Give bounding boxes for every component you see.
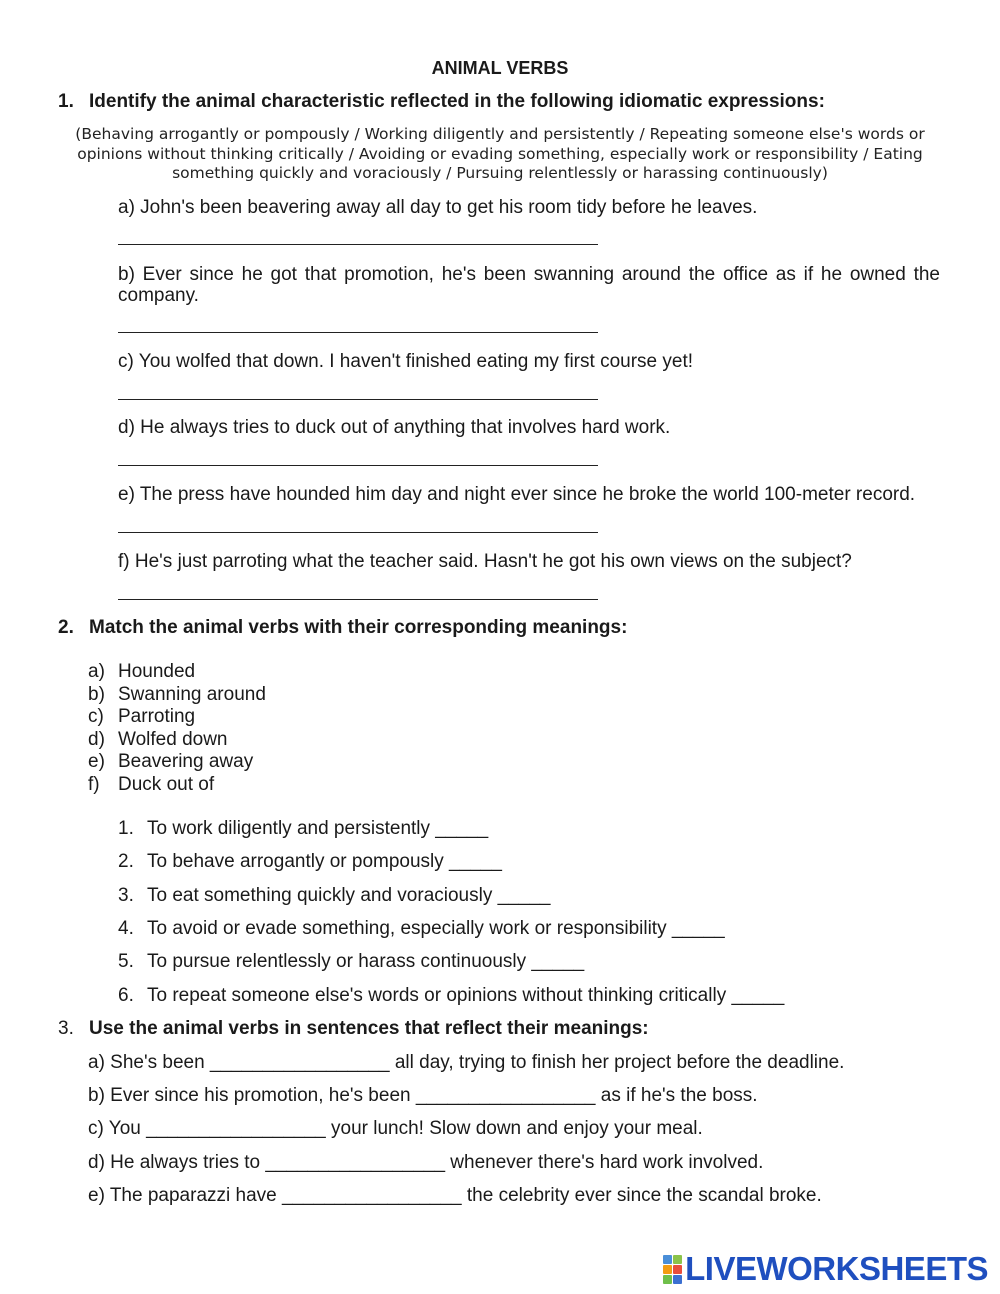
meaning-number: 2. (118, 851, 134, 872)
exercise-1-item: b) Ever since he got that promotion, he's been swanning around the office as if he owned the company. (118, 264, 940, 306)
section-1-heading (58, 91, 825, 113)
section-3-number: 3. (58, 1018, 74, 1039)
verb-letter: b) (88, 683, 105, 705)
answer-line[interactable] (118, 532, 598, 533)
verb-text: Hounded (118, 661, 196, 682)
meaning-text: To avoid or evade something, especially work or responsibility _____ (147, 918, 725, 939)
meaning-text: To eat something quickly and voraciously _____ (147, 885, 551, 906)
section-1-number: 1. (58, 91, 74, 112)
fill-in-sentence[interactable]: d) He always tries to _________________ whenever there's hard work involved. (88, 1152, 764, 1173)
verb-list (88, 661, 266, 796)
exercise-1-item: f) He's just parroting what the teacher said. Hasn't he got his own views on the subject? (118, 551, 852, 572)
meaning-item[interactable] (118, 885, 550, 907)
verb-letter: c) (88, 706, 104, 727)
verb-list-item (88, 706, 266, 729)
verb-list-item (88, 684, 266, 707)
section-2-number: 2. (58, 617, 74, 638)
section-1-heading-text: Identify the animal characteristic reflected in the following idiomatic expressions: (89, 91, 825, 112)
verb-text: Beavering away (118, 751, 254, 772)
verb-letter: d) (88, 728, 105, 750)
logo-square (663, 1275, 672, 1284)
answer-options: (Behaving arrogantly or pompously / Working diligently and persistently / Repeating someone else's words or opinions without thinking critically / Avoiding or evading something, especially work or responsibility / Eating something quickly and voraciously / Pursuing relentlessly or harassing continuously) (75, 125, 925, 182)
fill-in-sentence[interactable]: e) The paparazzi have _________________ the celebrity ever since the scandal broke. (88, 1185, 822, 1206)
meaning-item[interactable] (118, 818, 488, 840)
answer-line[interactable] (118, 599, 598, 600)
verb-list-item (88, 751, 266, 774)
verb-letter: e) (88, 751, 105, 772)
exercise-1-item: c) You wolfed that down. I haven't finished eating my first course yet! (118, 351, 694, 372)
logo-square (673, 1265, 682, 1274)
fill-in-sentence[interactable]: b) Ever since his promotion, he's been _________________ as if he's the boss. (88, 1085, 758, 1106)
meaning-number: 6. (118, 985, 134, 1006)
fill-in-sentence[interactable]: c) You _________________ your lunch! Slow down and enjoy your meal. (88, 1118, 703, 1139)
liveworksheets-logo[interactable] (663, 1252, 988, 1286)
verb-list-item (88, 774, 266, 797)
logo-square (663, 1255, 672, 1264)
exercise-1-item: d) He always tries to duck out of anything that involves hard work. (118, 417, 671, 438)
logo-squares-icon (663, 1255, 682, 1284)
exercise-1-item: a) John's been beavering away all day to get his room tidy before he leaves. (118, 197, 758, 218)
section-2-heading (58, 617, 627, 639)
logo-text: LIVEWORKSHEETS (685, 1250, 988, 1287)
meaning-number: 5. (118, 951, 134, 972)
meaning-text: To behave arrogantly or pompously _____ (147, 851, 502, 872)
meaning-item[interactable] (118, 918, 725, 940)
verb-text: Wolfed down (118, 728, 228, 750)
section-3-heading (58, 1018, 649, 1040)
answer-line[interactable] (118, 244, 598, 245)
answer-line[interactable] (118, 465, 598, 466)
fill-in-sentence[interactable]: a) She's been _________________ all day, trying to finish her project before the deadline. (88, 1052, 845, 1073)
section-3-heading-text: Use the animal verbs in sentences that reflect their meanings: (89, 1018, 649, 1039)
logo-square (673, 1255, 682, 1264)
meaning-item[interactable] (118, 851, 502, 873)
meaning-item[interactable] (118, 951, 584, 973)
answer-line[interactable] (118, 399, 598, 400)
meaning-text: To pursue relentlessly or harass continuously _____ (147, 951, 585, 972)
exercise-1-item: e) The press have hounded him day and night ever since he broke the world 100-meter record. (118, 484, 916, 505)
meaning-number: 1. (118, 818, 134, 839)
meaning-item[interactable] (118, 985, 784, 1007)
answer-line[interactable] (118, 332, 598, 333)
verb-letter: a) (88, 661, 105, 682)
page-title: ANIMAL VERBS (431, 58, 569, 78)
meaning-number: 4. (118, 918, 134, 939)
verb-list-item (88, 729, 266, 752)
meaning-text: To work diligently and persistently _____ (147, 818, 489, 839)
verb-text: Swanning around (118, 683, 266, 705)
meaning-number: 3. (118, 885, 134, 906)
verb-text: Parroting (118, 706, 196, 727)
meaning-text: To repeat someone else's words or opinions without thinking critically _____ (147, 985, 785, 1006)
section-2-heading-text: Match the animal verbs with their corresponding meanings: (89, 617, 628, 638)
logo-square (673, 1275, 682, 1284)
logo-square (663, 1265, 672, 1274)
verb-letter: f) (88, 773, 100, 795)
verb-list-item (88, 661, 266, 684)
verb-text: Duck out of (118, 773, 215, 795)
